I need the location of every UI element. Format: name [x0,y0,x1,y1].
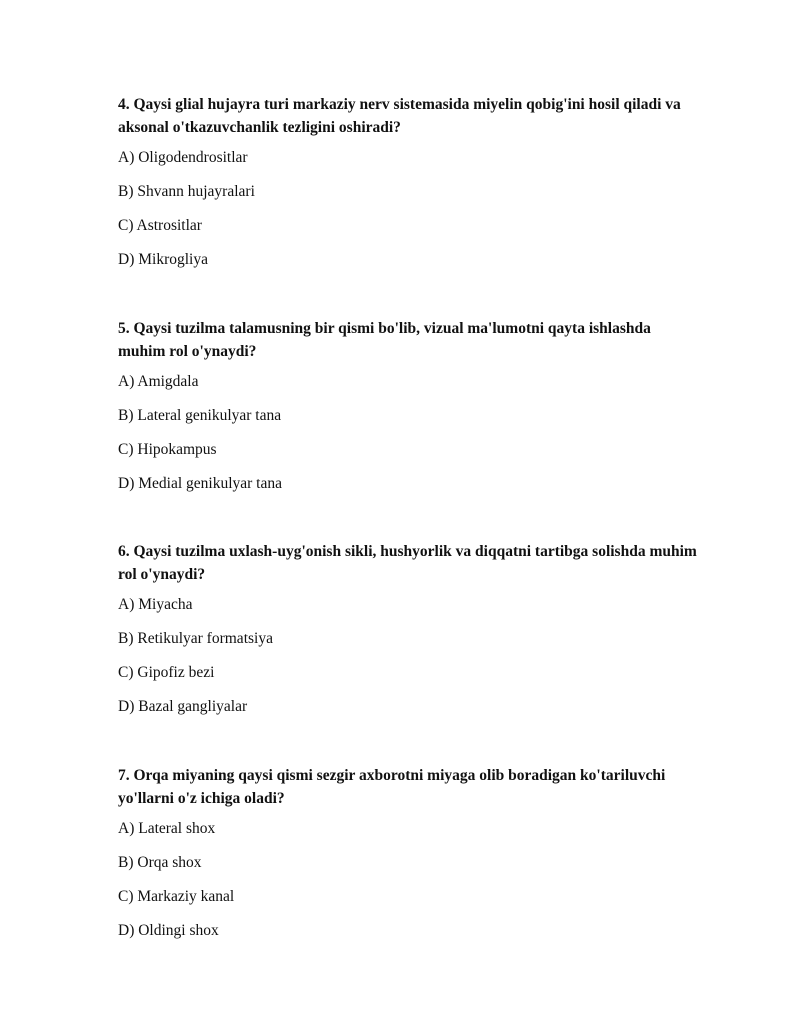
option-b: B) Shvann hujayralari [118,183,255,200]
option-a: A) Oligodendrositlar [118,149,248,166]
option-d: D) Medial genikulyar tana [118,475,282,492]
question-7 [118,764,698,939]
question-text: 7. Orqa miyaning qaysi qismi sezgir axborotni miyaga olib boradigan ko'tariluvchi yo'llarni o'z ichiga oladi? [118,767,666,807]
option-a: A) Amigdala [118,373,199,390]
option-c: C) Gipofiz bezi [118,664,215,681]
option-b: B) Orqa shox [118,854,202,871]
question-text: 4. Qaysi glial hujayra turi markaziy nerv sistemasida miyelin qobig'ini hosil qiladi va aksonal o'tkazuvchanlik tezligini oshiradi? [118,96,681,136]
option-c: C) Astrositlar [118,217,202,234]
option-c: C) Hipokampus [118,441,217,458]
option-d: D) Oldingi shox [118,922,219,939]
question-6 [118,540,698,715]
option-a: A) Lateral shox [118,820,216,837]
option-d: D) Mikrogliya [118,251,208,268]
question-5 [118,317,698,492]
option-c: C) Markaziy kanal [118,888,235,905]
option-a: A) Miyacha [118,596,193,613]
question-4 [118,93,698,268]
question-text: 6. Qaysi tuzilma uxlash-uyg'onish sikli, hushyorlik va diqqatni tartibga solishda muhim rol o'ynaydi? [118,543,697,583]
option-b: B) Lateral genikulyar tana [118,407,282,424]
option-b: B) Retikulyar formatsiya [118,630,273,647]
question-text: 5. Qaysi tuzilma talamusning bir qismi bo'lib, vizual ma'lumotni qayta ishlashda muhim rol o'ynaydi? [118,320,651,360]
option-d: D) Bazal gangliyalar [118,698,248,715]
